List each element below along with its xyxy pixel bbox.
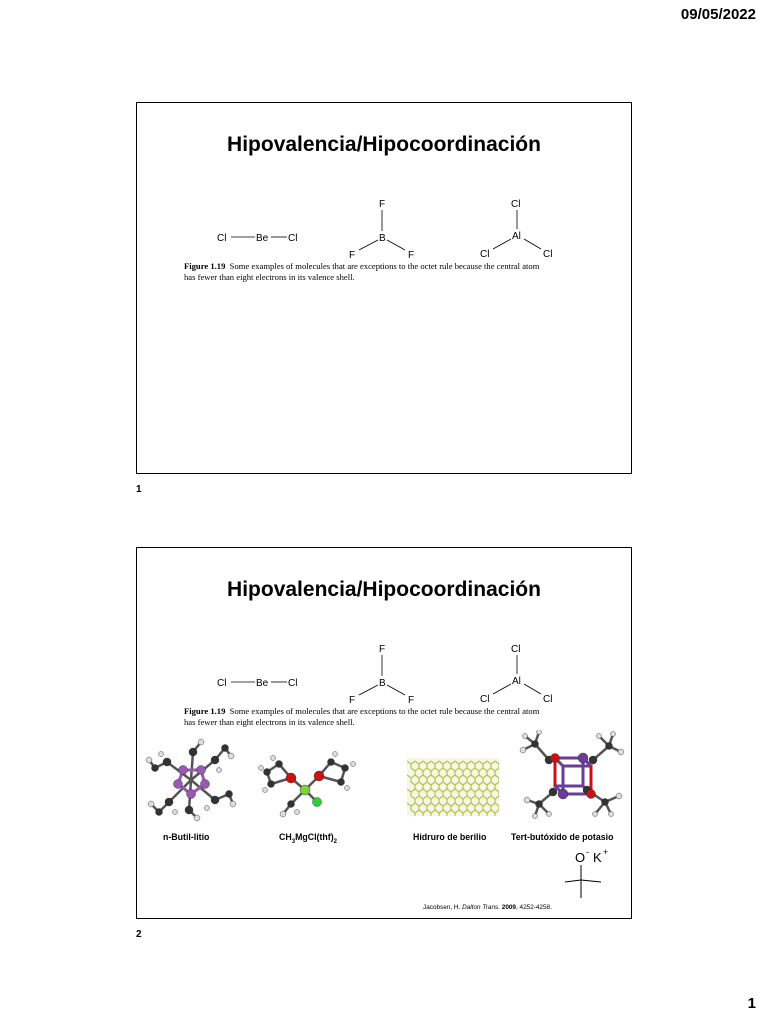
figure-caption (184, 261, 604, 283)
charge-minus: - (586, 847, 589, 857)
atom-label: Cl (288, 233, 298, 244)
atom-label: Cl (217, 678, 227, 689)
figure-caption (184, 706, 604, 728)
charge-plus: + (603, 847, 609, 857)
citation-year: 2009 (501, 904, 516, 911)
atom-label: Al (512, 231, 521, 242)
slide-2 (136, 547, 632, 919)
atom-label: Cl (511, 199, 521, 210)
formula-subscript: 3 (291, 838, 296, 845)
grignard-model (257, 750, 357, 822)
atom-label: F (379, 644, 386, 655)
atom-label: F (408, 250, 415, 261)
atom-label: Cl (217, 233, 227, 244)
caption-line-2: has fewer than eight electrons in its valence shell. (184, 272, 355, 282)
citation-authors: Jacobsen, H. (423, 904, 461, 911)
page-number: 1 (747, 995, 756, 1012)
potassium-label: K (593, 850, 602, 865)
formula-subscript: 2 (333, 838, 337, 845)
atom-label: Be (256, 233, 269, 244)
atom-label: F (349, 695, 356, 706)
compound-label-butyllithium: n-Butil-litio (163, 832, 210, 842)
butyllithium-model (145, 738, 237, 822)
bf3-structure (343, 195, 423, 261)
slide-number: 2 (136, 929, 142, 940)
atom-label: B (379, 233, 386, 244)
atom-label: Cl (480, 249, 490, 260)
oxygen-label: O (575, 850, 586, 865)
tbutoxide-formula (561, 846, 629, 916)
compound-label-beryllium-hydride: Hidruro de berilio (413, 832, 487, 842)
atom-label: Cl (480, 694, 490, 705)
caption-line-2: has fewer than eight electrons in its valence shell. (184, 717, 355, 727)
slide-number: 1 (136, 484, 142, 495)
atom-label: Cl (288, 678, 298, 689)
citation-pages: , 4252-4258. (515, 904, 552, 911)
figure-label: Figure 1.19 (184, 261, 226, 271)
becl2-structure (213, 223, 313, 253)
compound-label-potassium-tbutoxide: Tert-butóxido de potasio (511, 832, 614, 842)
bf3-structure (343, 640, 423, 706)
beryllium-hydride-model (407, 758, 499, 816)
date-header: 09/05/2022 (680, 6, 756, 23)
alcl3-structure (477, 640, 561, 706)
becl2-structure (213, 668, 313, 698)
atom-label: F (349, 250, 356, 261)
slide-1 (136, 102, 632, 474)
atom-label: Al (512, 676, 521, 687)
caption-line-1: Some examples of molecules that are exceptions to the octet rule because the central atom (229, 706, 540, 716)
atom-label: B (379, 678, 386, 689)
citation-journal: Dalton Trans. (462, 904, 500, 911)
atom-label: Be (256, 678, 269, 689)
formula-part: CH (279, 832, 292, 842)
atom-label: Cl (543, 694, 553, 705)
slide-title: Hipovalencia/Hipocoordinación (227, 133, 541, 156)
atom-label: F (379, 199, 386, 210)
citation (423, 904, 552, 911)
potassium-tbutoxide-model (515, 730, 629, 820)
atom-label: Cl (511, 644, 521, 655)
figure-label: Figure 1.19 (184, 706, 226, 716)
slide-title: Hipovalencia/Hipocoordinación (227, 578, 541, 601)
atom-label: F (408, 695, 415, 706)
alcl3-structure (477, 195, 561, 261)
atom-label: Cl (543, 249, 553, 260)
compound-label-grignard (279, 832, 337, 845)
formula-part: MgCl(thf) (295, 832, 334, 842)
caption-line-1: Some examples of molecules that are exceptions to the octet rule because the central atom (229, 261, 540, 271)
